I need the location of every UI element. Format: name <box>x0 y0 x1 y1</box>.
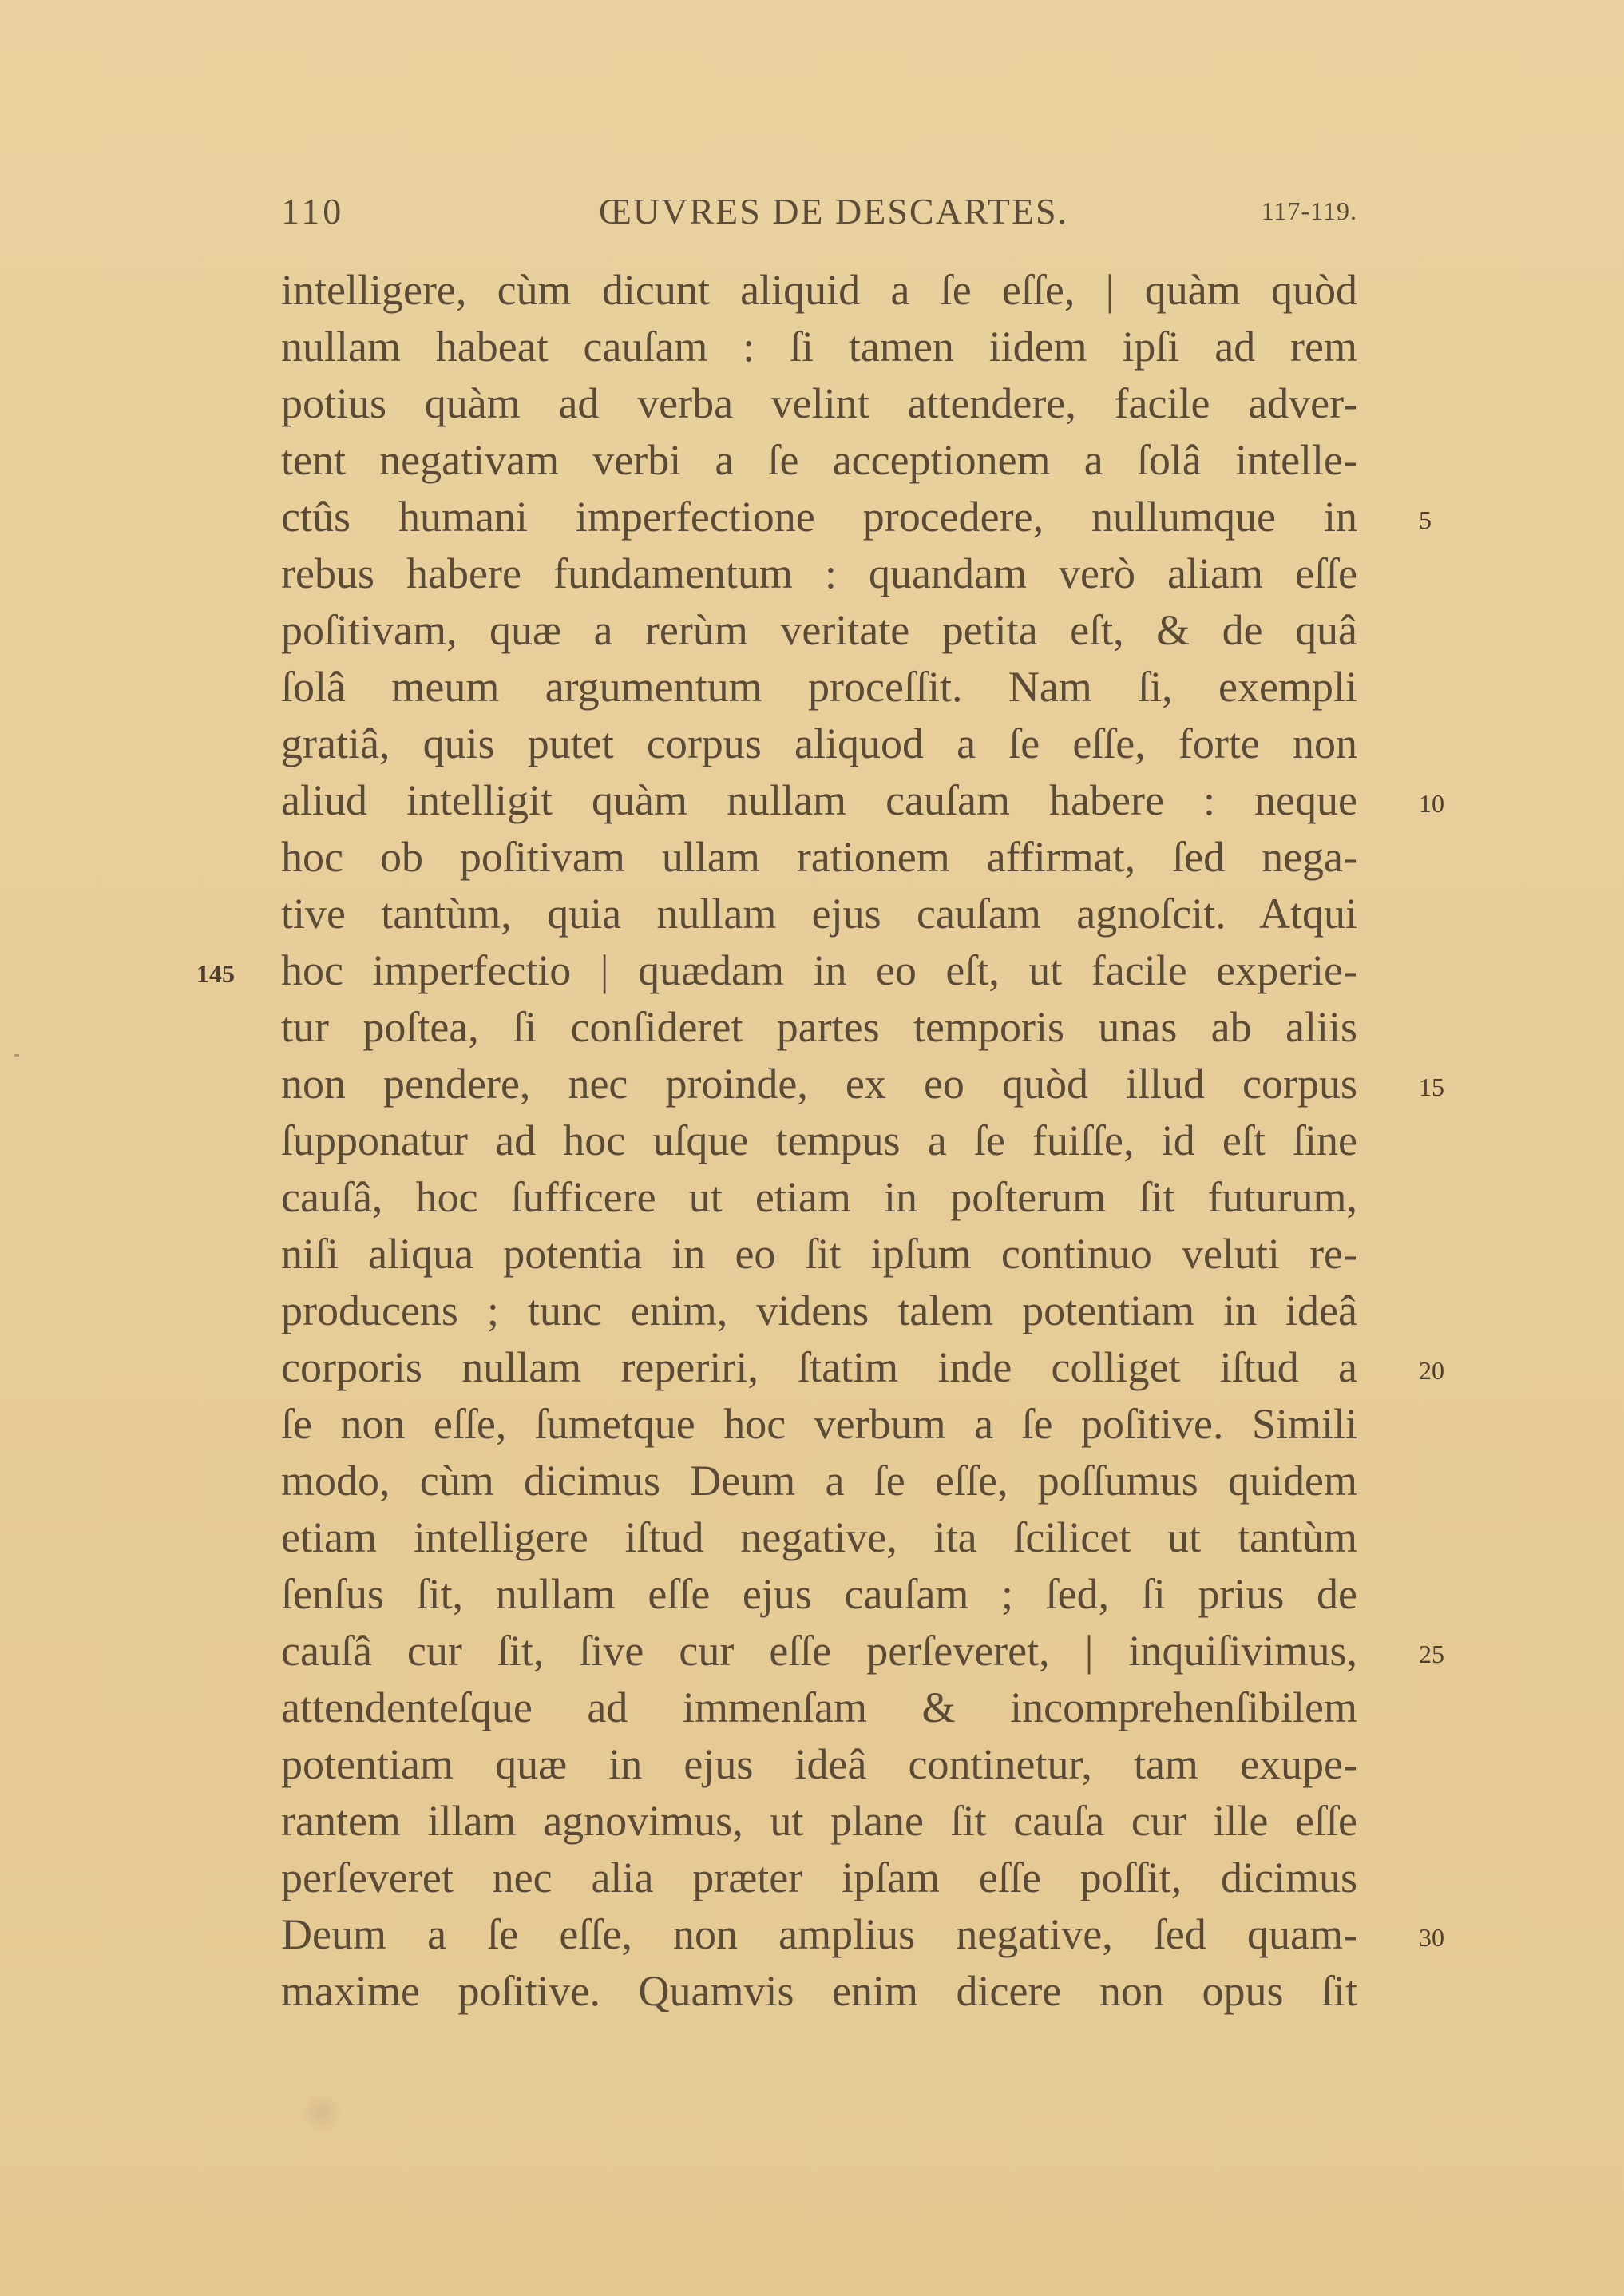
text-body <box>281 262 1357 2020</box>
text-line: modo, cùm dicimus Deum a ſe eſſe, poſſumus quidem <box>281 1457 1357 1505</box>
running-title: ŒUVRES DE DESCARTES. <box>599 191 1069 232</box>
text-line: gratiâ, quis putet corpus aliquod a ſe eſſe, forte non <box>281 720 1357 767</box>
text-line: ctûs humani imperfectione procedere, nullumque in <box>281 493 1357 541</box>
text-line: tent negativam verbi a ſe acceptionem a ſolâ intelle- <box>281 436 1357 484</box>
text-line: ſenſus ſit, nullam eſſe ejus cauſam ; ſed, ſi prius de <box>281 1570 1357 1618</box>
text-line: perſeveret nec alia præter ipſam eſſe poſſit, dicimus <box>281 1854 1357 1901</box>
text-line: hoc imperfectio | quædam in eo eſt, ut facile experie- <box>281 946 1357 994</box>
paper-smudge <box>302 2092 342 2132</box>
text-line: non pendere, nec proinde, ex eo quòd illud corpus <box>281 1060 1357 1108</box>
text-line: intelligere, cùm dicunt aliquid a ſe eſſe, | quàm quòd <box>281 266 1357 314</box>
text-line: maxime poſitive. Quamvis enim dicere non opus ſit <box>281 1967 1357 2015</box>
text-line: aliud intelligit quàm nullam cauſam habere : neque <box>281 776 1357 824</box>
text-line: corporis nullam reperiri, ſtatim inde colliget iſtud a <box>281 1343 1357 1391</box>
line-number-15: 15 <box>1419 1073 1444 1101</box>
text-line: potentiam quæ in ejus ideâ continetur, tam exupe- <box>281 1740 1357 1788</box>
text-line: hoc ob poſitivam ullam rationem affirmat, ſed nega- <box>281 833 1357 881</box>
text-line: etiam intelligere iſtud negative, ita ſcilicet ut tantùm <box>281 1513 1357 1561</box>
line-number-25: 25 <box>1419 1640 1444 1668</box>
text-line: rantem illam agnovimus, ut plane ſit cauſa cur ille eſſe <box>281 1797 1357 1845</box>
paper-mark <box>14 1054 19 1057</box>
text-line: potius quàm ad verba velint attendere, facile adver- <box>281 379 1357 427</box>
text-line: tive tantùm, quia nullam ejus cauſam agnoſcit. Atqui <box>281 890 1357 938</box>
text-line: ſolâ meum argumentum proceſſit. Nam ſi, exempli <box>281 663 1357 711</box>
line-number-20: 20 <box>1419 1356 1444 1385</box>
text-line: rebus habere fundamentum : quandam verò aliam eſſe <box>281 549 1357 597</box>
text-line: cauſâ, hoc ſufficere ut etiam in poſterum ſit futurum, <box>281 1173 1357 1221</box>
line-number-30: 30 <box>1419 1923 1444 1952</box>
text-line: cauſâ cur ſit, ſive cur eſſe perſeveret, | inquiſivimus, <box>281 1627 1357 1675</box>
edition-page-ref: 145 <box>196 959 235 988</box>
text-line: nullam habeat cauſam : ſi tamen iidem ipſi ad rem <box>281 323 1357 371</box>
line-number-10: 10 <box>1419 789 1444 818</box>
page-number: 110 <box>281 191 345 232</box>
text-line: attendenteſque ad immenſam & incomprehenſibilem <box>281 1683 1357 1731</box>
line-number-5: 5 <box>1419 506 1432 534</box>
text-line: poſitivam, quæ a rerùm veritate petita eſt, & de quâ <box>281 606 1357 654</box>
text-line: producens ; tunc enim, videns talem potentiam in ideâ <box>281 1287 1357 1334</box>
text-line: Deum a ſe eſſe, non amplius negative, ſed quam- <box>281 1910 1357 1958</box>
text-line: ſupponatur ad hoc uſque tempus a ſe fuiſſe, id eſt ſine <box>281 1116 1357 1164</box>
text-line: tur poſtea, ſi conſideret partes temporis unas ab aliis <box>281 1003 1357 1051</box>
page-range: 117-119. <box>1261 196 1357 225</box>
text-line: niſi aliqua potentia in eo ſit ipſum continuo veluti re- <box>281 1230 1357 1278</box>
text-line: ſe non eſſe, ſumetque hoc verbum a ſe poſitive. Simili <box>281 1400 1357 1448</box>
running-head <box>281 190 1357 238</box>
